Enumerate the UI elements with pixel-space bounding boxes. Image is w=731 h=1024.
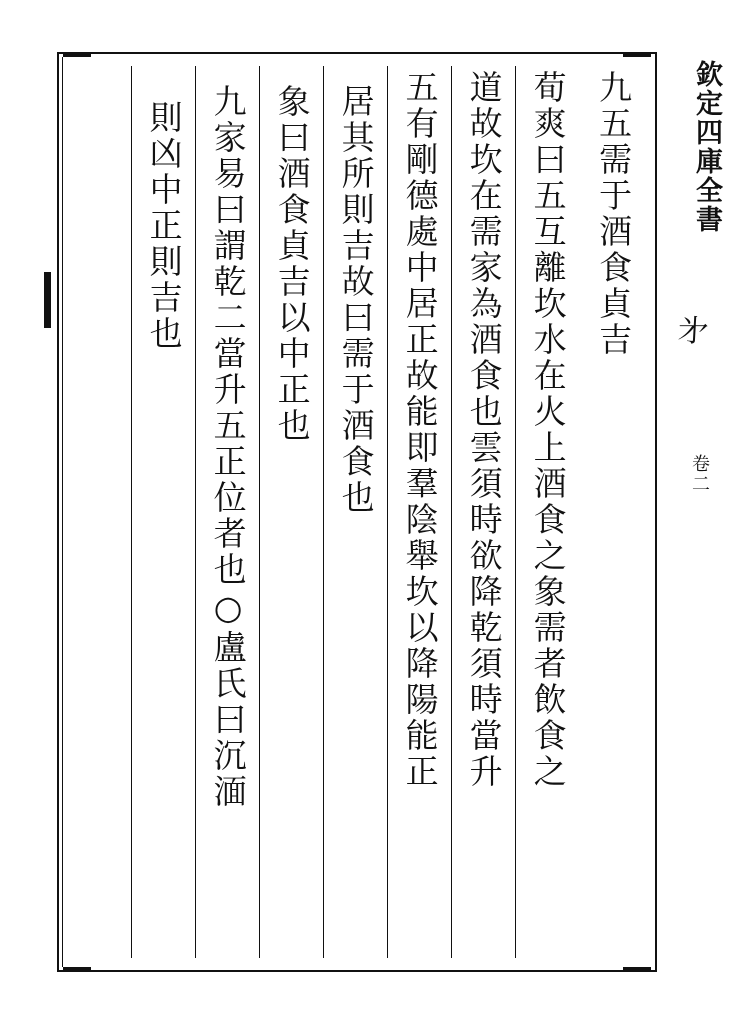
column-text: 九家易曰謂乾二當升五正位者也○盧氏曰沉湎 xyxy=(208,84,248,810)
text-column xyxy=(451,66,515,958)
text-column xyxy=(579,66,647,958)
seal-stamp-icon: 㐧 xyxy=(676,314,710,349)
text-column xyxy=(323,66,387,958)
text-column-container xyxy=(59,56,655,968)
column-text: 荀爽曰五互離坎水在火上酒食之象需者飲食之 xyxy=(528,70,568,790)
text-column xyxy=(131,66,195,958)
text-column xyxy=(387,66,451,958)
text-column xyxy=(195,66,259,958)
text-column xyxy=(515,66,579,958)
volume-label: 卷二 xyxy=(689,454,710,494)
column-text: 則凶中正則吉也 xyxy=(144,100,184,352)
header-band xyxy=(660,54,722,494)
column-text: 居其所則吉故曰需于酒食也 xyxy=(336,84,376,516)
edge-binding-mark xyxy=(44,272,51,328)
column-text: 五有剛德處中居正故能即羣陰舉坎以降陽能正 xyxy=(400,70,440,790)
text-column xyxy=(259,66,323,958)
column-text: 象曰酒食貞吉以中正也 xyxy=(272,84,312,444)
column-text: 九五需于酒食貞吉 xyxy=(594,70,634,358)
book-title: 欽定四庫全書 xyxy=(691,60,722,234)
column-text: 道故坎在需家為酒食也雲須時欲降乾須時當升 xyxy=(464,70,504,790)
